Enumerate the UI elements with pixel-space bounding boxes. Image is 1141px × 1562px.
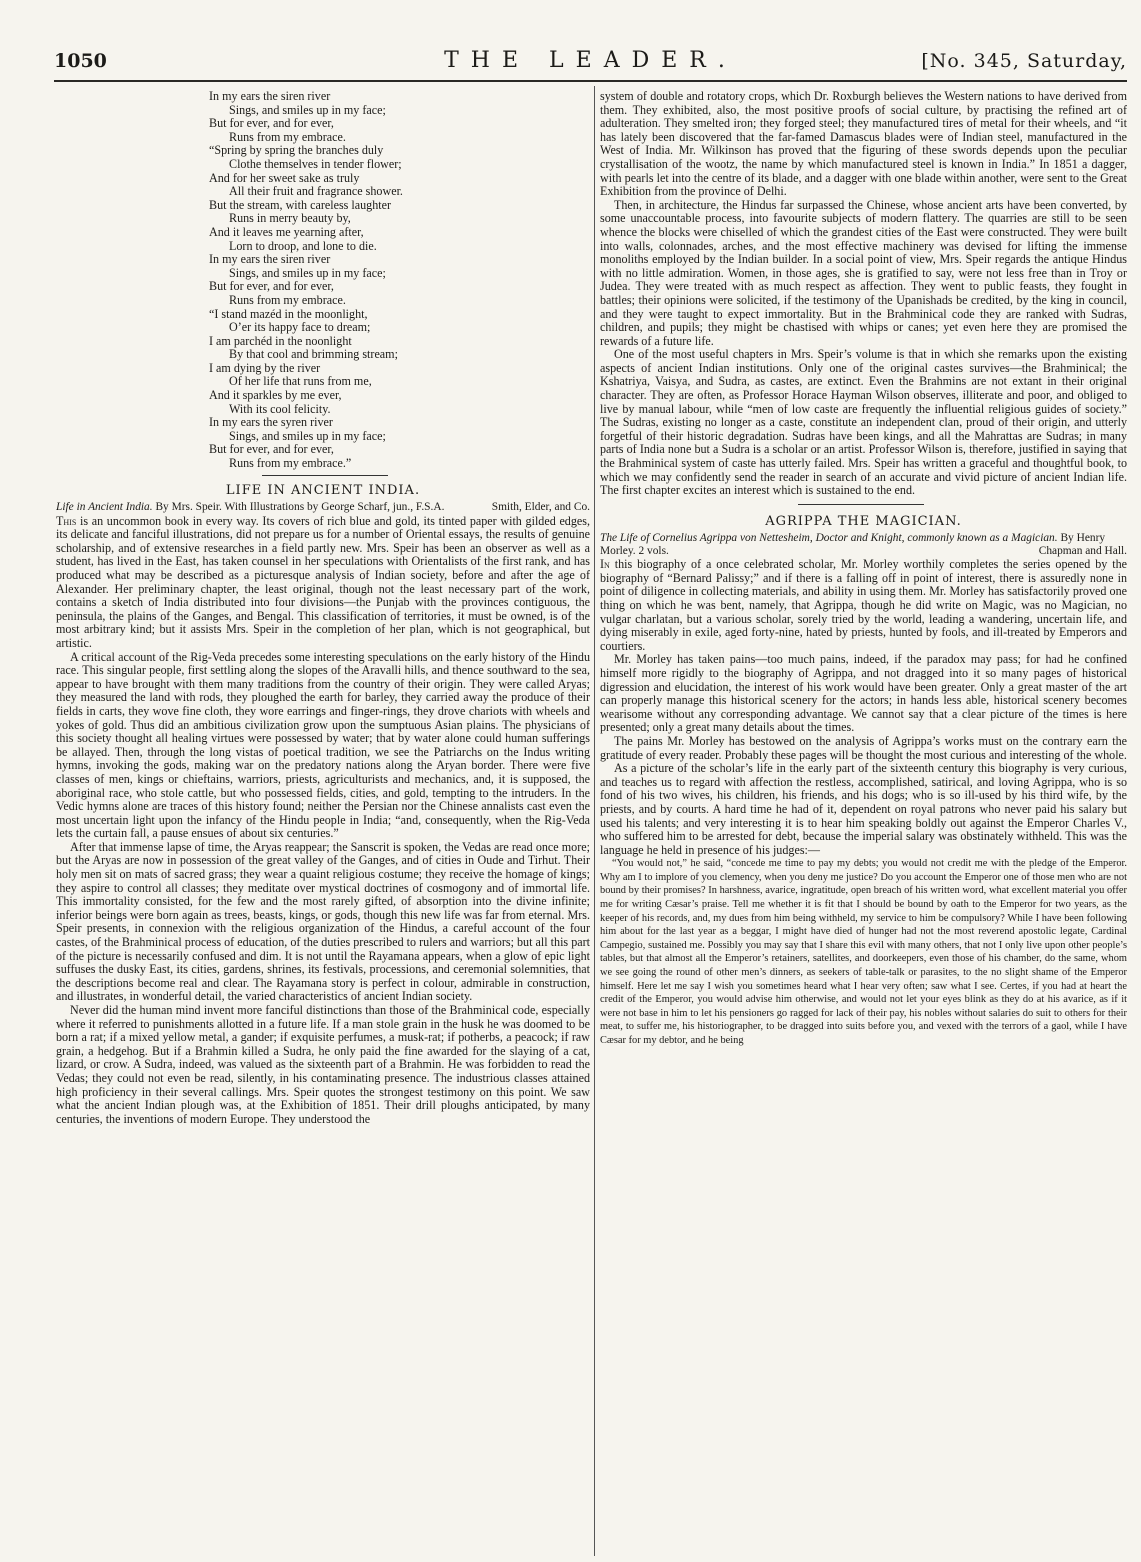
poem-line: Clothe themselves in tender flower; bbox=[229, 156, 402, 171]
poem-line: In my ears the siren river bbox=[209, 90, 331, 103]
poem-line: I am parchéd in the noonlight bbox=[209, 333, 352, 348]
poem-line: “I stand mazéd in the moonlight, bbox=[209, 306, 368, 321]
poem-end-rule bbox=[262, 475, 388, 476]
lead-word: This bbox=[56, 513, 77, 528]
masthead bbox=[54, 50, 1127, 82]
column-divider bbox=[594, 86, 595, 1556]
poem-line: Sings, and smiles up in my face; bbox=[229, 265, 386, 280]
poem-line: Runs from my embrace. bbox=[229, 129, 346, 144]
article-paragraph: As a picture of the scholar’s life in the early part of the sixteenth century this biography is very curious, and teaches us to regard with affection the restless, accomplished, satirical, and loving Agrippa, who is so fond of his two wives, his children, his friends, and his dogs; who is so ill-used by his third wife, by the priests, and by courts. A hard time he had of it, dependent on royal patrons who never paid his salary but used his talents; and very interesting it is to hear him speaking boldly out against the Emperor Charles V., who suffered him to be arrested for debt, because the imperial salary was obstinately withheld. This was the language he held in presence of his judges:— bbox=[600, 761, 1127, 857]
article-paragraph: This is an uncommon book in every way. Its covers of rich blue and gold, its tinted paper with gilded edges, its delicate and fanciful illustrations, did not prepare us for a number of Oriental essays, the results of genuine scholarship, and of extensive researches in a field partly new. Mrs. Speir has been an observer as well as a student, has lived in the East, has taken counsel in her speculations with Orientalists of the first rank, and has produced what may be described as a picturesque analysis of Indian society, before and after the age of Alexander. Her preliminary chapter, the least original, though not the least necessary part of the work, contains a sketch of India distributed into four divisions—the Punjab with the provinces contiguous, the peninsula, the plains of the Ganges, and Bengal. This classification of territories, it must be owned, is of the most arbitrary kind; but it assists Mrs. Speir in the completion of her plan, which is not geographical, but artistic. bbox=[56, 513, 590, 650]
article-paragraph: The pains Mr. Morley has bestowed on the analysis of Agrippa’s works must on the contrary earn the gratitude of every reader. Probably these pages will be thought the most curious and interesting of the whole. bbox=[600, 733, 1127, 762]
article-end-rule bbox=[798, 504, 924, 505]
article-paragraph: system of double and rotatory crops, which Dr. Roxburgh believes the Western nations to have derived from them. They exhibited, also, the most positive proofs of social culture, by practising the refined art of adulteration. They smelted iron; they forged steel; they manufactured tires of metal for their wheels, and “it has lately been discovered that the far-famed Damascus blades were of Indian steel, manufactured in the West of India. Mr. Wilkinson has proved that the figuring of these swords depends upon the peculiar crystallisation of the wootz, the name by which manufactured steel is known in India.” In 1851 a dagger, with pearls let into the centre of its blade, and a dagger with one blade within another, were sent to the Great Exhibition from the province of Delhi. bbox=[600, 90, 1127, 199]
poem-line: And it sparkles by me ever, bbox=[209, 388, 342, 403]
book-publisher: Chapman and Hall. bbox=[1038, 544, 1127, 557]
poem-line: Sings, and smiles up in my face; bbox=[229, 428, 386, 443]
page-number: 1050 bbox=[54, 50, 107, 72]
article-paragraph: A critical account of the Rig-Veda precedes some interesting speculations on the early history of the Hindu race. This singular people, first settling along the slopes of the Aravalli hills, and thence southward to the sea, appear to have brought with them many traditions from the country of their origin. They were called Aryas; they measured the land with rods, they ploughed the earth for barley, they carried away the produce of their fields in carts, they wove fine cloth, they wore earrings and finger-rings, they drove chariots with wheels and yokes of gold. Thus did an ambitious civilization grow upon the sumptuous Asian plains. The physicians of this society thought all healing virtues were possessed by water; that by water alone could human sufferings be allayed. Then, through the long vistas of poetical tradition, we see the Patriarchs on the Indus writing hymns, invoking the gods, making war on the predatory nations along the Aryan border. There were five classes of men, kings or chieftains, warriors, priests, agriculturists and mechanics, and, it is supposed, the aboriginal race, who stole cattle, but who possessed fields, cities, and gold, tempting to the intruders. In the Vedic hymns alone are traces of this history found; neither the Persian nor the Chinese annalists cast even the most uncertain light upon the infancy of the Hindu people in India; “and, consequently, when the Rig-Veda lets the curtain fall, a pause ensues of about six centuries.” bbox=[56, 649, 590, 841]
poem-line: Lorn to droop, and lone to die. bbox=[229, 238, 377, 253]
poem-line: Runs from my embrace.” bbox=[229, 456, 352, 471]
article-paragraph: Never did the human mind invent more fanciful distinctions than those of the Brahminical code, especially where it referred to punishments allotted in a future life. If a man stole grain in the husk he was doomed to be born a rat; if a mixed yellow metal, a gander; if exquisite perfumes, a musk-rat; if potherbs, a peacock; if raw grain, a hedgehog. But if a Brahmin killed a Sudra, he only paid the fine awarded for the slaying of a cat, lizard, or crow. A Sudra, indeed, was valued as the sixteenth part of a Brahmin. He was forbidden to read the Vedas; they could not even be read, silently, in his contaminating presence. The industrious classes attained high proficiency in their several callings. Mrs. Speir quotes the strongest testimony on this point. We saw what the ancient Indian plough was, at the Exhibition of 1851. Their drill ploughs anticipated, by many centuries, the inventions of modern Europe. They understood the bbox=[56, 1003, 590, 1126]
poem-line: Of her life that runs from me, bbox=[229, 374, 372, 389]
book-title: The Life of Cornelius Agrippa von Nettesheim, Doctor and Knight, commonly known as a Magician. bbox=[600, 532, 1058, 545]
newspaper-title: THE LEADER. bbox=[444, 48, 737, 73]
article-paragraph: One of the most useful chapters in Mrs. Speir’s volume is that in which she remarks upon the existing aspects of ancient Indian institutions. Only one of the original castes survives—the Brahminical; the Kshatriya, Vaisya, and Sudra, as castes, are extinct. Even the Brahmins are not extant in their original character. They are often, as Professor Horace Hayman Wilson observes, illiterate and poor, and obliged to live by manual labour, while “men of low caste are frequently the influential religious guides of society.” The Sudras, existing no longer as a caste, constitute an independent clan, proud of their origin, and utterly forgetful of their historic degradation. Sudras have been kings, and all the Mahrattas are Sudras; in many parts of India none but a Sudra is a scholar or an artist. Professor Wilson is, therefore, justified in saying that the Brahminical system of caste has utterly failed. Mrs. Speir has written a graceful and thoughtful book, to which we may confidently send the reader in search of an accurate and vivid picture of ancient Indian life. The first chapter excites an interest which is sustained to the end. bbox=[600, 347, 1127, 498]
article-bibliography bbox=[600, 532, 1127, 557]
poem-line: And for her sweet sake as truly bbox=[209, 170, 360, 185]
poem-line: But the stream, with careless laughter bbox=[209, 197, 392, 212]
poem-line: In my ears the syren river bbox=[209, 415, 333, 430]
poem-line: Runs in merry beauty by, bbox=[229, 211, 351, 226]
article-paragraph: In this biography of a once celebrated scholar, Mr. Morley worthily completes the series opened by the biography of “Bernard Palissy;” and if there is a falling off in point of interest, there is assuredly none in point of diligence in collecting materials, and ability in using them. Mr. Morley has satisfactorily proved one thing on which he was bent, namely, that Agrippa, though he did write on Magic, was no Magician, no vulgar charlatan, but a various scholar, sorely tried by the world, leading a wandering, uncertain life, and dying miserably in exile, aged forty-nine, hated by priests, hunted by fools, and ill-treated by Emperors and courtiers. bbox=[600, 557, 1127, 653]
block-quote: “You would not,” he said, “concede me time to pay my debts; you would not credit me with the pledge of the Emperor. Why am I to implore of you clemency, when you deny me justice? Do you account the Emperor one of those men who are not bound by their promises? In harshness, avarice, ingratitude, open breach of his written word, what excellent material you offer me for writing Cæsar’s praise. Tell me whether it is fit that I should be bound by oath to the Emperor for two years, as the keeper of his records, and, my dues from him being withheld, my service to him be compulsory? While I have been following him about for the last year as a beggar, I might have died of hunger had not the most reverend apostolic legate, Cardinal Campegio, sustained me. Possibly you may say that I share this evil with many others, that not I only live upon other people’s tables, but that almost all the Emperor’s retainers, satellites, and doorkeepers, even those of his chamber, do the same, whom we see going the round of other men’s dinners, as seekers of table-talk or parasites, to the no slight shame of the Emperor himself. Here let me say I wish you sometimes heard what I hear very often; saw what I see. Certes, if you had at heart the credit of the Emperor, you would advise him otherwise, and would not let your eyes blink as they do at his avarice, as if it were not base in him to let his pensioners go ragged for lack of their pay, his nobles without salaries do suit to others for their meat, to suffer me, his historiographer, to be dragged into suits before you, and vexed with the terrors of a gaol, while I have Cæsar for my debtor, and he being bbox=[600, 858, 1127, 1046]
poem-line: By that cool and brimming stream; bbox=[229, 347, 398, 362]
poem-line: O’er its happy face to dream; bbox=[229, 320, 371, 335]
article-paragraph: Then, in architecture, the Hindus far surpassed the Chinese, whose ancient arts have been converted, by some unaccountable process, into favourite subjects of modern flattery. The quarries are still to be seen whence the blocks were chiselled of which the grandest cities of the East were constructed. They were built into walls, colonnades, arches, and the most effective machinery was devised for lifting the immense monoliths employed by the Indian builder. In a social point of view, Mrs. Speir regards the antique Hindus with no little admiration. Women, in those ages, she is gratified to say, were not less free than in Troy or Judea. They were treated with as much respect as affection. They went to public feasts, they fought in battles; their opinions were solicited, if the testimony of the Upanishads be credited, by the king in council, and they were taught to expect immortality. But in the Brahminical code they are ranked with Sudras, children, and pupils; they might be chastised with whips or canes; yet even here they are promised the rewards of a future life. bbox=[600, 197, 1127, 348]
book-title: Life in Ancient India. bbox=[56, 501, 153, 514]
poem-line: With its cool felicity. bbox=[229, 401, 331, 416]
article-paragraph: After that immense lapse of time, the Aryas reappear; the Sanscrit is spoken, the Vedas are read once more; but the Aryas are now in possession of the great valley of the Ganges, and of cities in Oude and Tirhut. Their holy men sit on mats of sacred grass; they wear a quaint religious costume; they receive the homage of kings; they aspire to control all classes; they meditate over mystical doctrines of cosmogony and of immortal life. This immortality consisted, for the few and the most rarely gifted, of absorption into the divine infinite; inferior beings were born again as trees, beasts, kings, or gods, though this new life was far from eternal. Mrs. Speir presents, in connexion with the religious organization of the Hindus, a careful account of the four castes, of the Brahminical process of education, of the duties prescribed to rulers and warriors; but all this part of the picture is necessarily confused and dim. It is not until the Rayamana appears, when a glow of epic light suffuses the dusky East, its cities, gardens, shrines, its festivals, processions, and ceremonial solemnities, that the descriptions become real and clear. The Rayamana story is perfect in colour, admirable in construction, and illustrates, in wonderful detail, the varied characteristics of ancient Indian society. bbox=[56, 839, 590, 1004]
poem-line: But for ever, and for ever, bbox=[209, 279, 334, 294]
book-publisher: Smith, Elder, and Co. bbox=[491, 501, 590, 514]
poem-line: But for ever, and for ever, bbox=[209, 442, 334, 457]
left-column bbox=[56, 90, 590, 1552]
article-heading: LIFE IN ANCIENT INDIA. bbox=[225, 482, 421, 498]
right-column bbox=[600, 90, 1127, 1552]
poem-line: All their fruit and fragrance shower. bbox=[229, 184, 403, 199]
poem-line: And it leaves me yearning after, bbox=[209, 224, 364, 239]
article-paragraph: Mr. Morley has taken pains—too much pains, indeed, if the paradox may pass; for had he confined himself more rigidly to the biography of Agrippa, and not dragged into it so many pages of historical digression and elucidation, the interest of his work would have been greater. Only a great master of the art can properly manage this historical scenery for the actors; in hands less able, historical scenery becomes wearisome without any corresponding advantage. We cannot say that a clear picture of the times is here presented; only a great many details about the times. bbox=[600, 652, 1127, 735]
poem-line: In my ears the siren river bbox=[209, 252, 331, 267]
lead-word: In bbox=[600, 557, 610, 572]
issue-label: [No. 345, Saturday, bbox=[921, 50, 1127, 72]
article-heading: AGRIPPA THE MAGICIAN. bbox=[765, 513, 962, 529]
poem-line: I am dying by the river bbox=[209, 360, 321, 375]
poem-line: But for ever, and for ever, bbox=[209, 116, 334, 131]
poem-line: “Spring by spring the branches duly bbox=[209, 143, 384, 158]
poem-line: Sings, and smiles up in my face; bbox=[229, 102, 386, 117]
book-author: By Mrs. Speir. With Illustrations by George Scharf, jun., F.S.A. bbox=[152, 501, 445, 514]
poem bbox=[209, 90, 590, 471]
poem-line: Runs from my embrace. bbox=[229, 292, 346, 307]
article-bibliography bbox=[56, 501, 590, 513]
book-author: By Henry Morley. 2 vols. bbox=[600, 532, 1106, 557]
